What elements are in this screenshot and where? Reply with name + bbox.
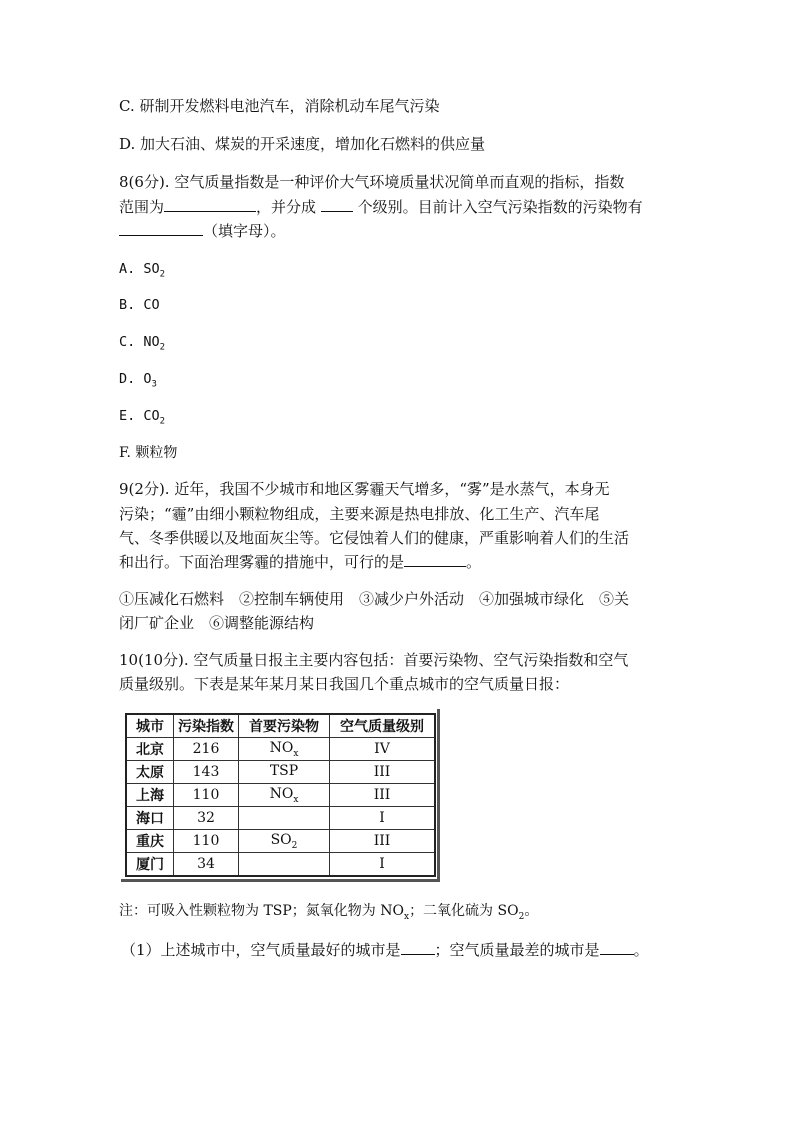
answer-blank-pollutants[interactable]	[119, 221, 203, 236]
answer-blank-worst-city[interactable]	[600, 940, 634, 955]
table-header-row	[126, 714, 435, 738]
table-row: 厦门 34 I	[126, 853, 435, 877]
header-level: 空气质量级别	[330, 714, 436, 738]
table-row: 北京 216 $NO_x$ IV	[126, 738, 435, 761]
q9-line-1: 9(2分). 近年，我国不少城市和地区雾霾天气增多，“雾”是水蒸气，本身无	[119, 480, 610, 498]
table-row: 太原 143 TSP III	[126, 761, 435, 784]
answer-blank-best-city[interactable]	[401, 940, 435, 955]
q8-option-b: B. CO	[119, 297, 160, 313]
table-row: 上海 110 $NO_x$ III	[126, 784, 435, 807]
q10-line-1: 10(10分). 空气质量日报主主要内容包括：首要污染物、空气污染指数和空气	[119, 651, 629, 669]
q10-sub-question-1: （1）上述城市中，空气质量最好的城市是 ；空气质量最差的城市是 。	[121, 941, 649, 959]
answer-blank-range[interactable]	[164, 197, 256, 212]
header-index: 污染指数	[174, 714, 239, 738]
q8-line-1: 8(6分). 空气质量指数是一种评价大气环境质量状况简单而直观的指标，指数	[119, 173, 625, 191]
option-c-text: C. 研制开发燃料电池汽车，消除机动车尾气污染	[119, 97, 440, 115]
table-row: 重庆 110 $SO_2$ III	[126, 830, 435, 853]
air-quality-table	[125, 713, 436, 877]
q9-choices-line-2: 闭厂矿企业 ⑥调整能源结构	[119, 614, 315, 632]
q8-option-d: D. $O_3$	[119, 371, 157, 390]
q8-option-c: C. $NO_2$	[119, 334, 166, 353]
q9-line-3: 气、冬季供暖以及地面灰尘等。它侵蚀着人们的健康，严重影响着人们的生活	[119, 529, 630, 547]
table-row: 海口 32 I	[126, 807, 435, 830]
q8-option-a: A. $SO_2$	[119, 261, 166, 280]
q9-choices-line-1: ①压减化石燃料 ②控制车辆使用 ③减少户外活动 ④加强城市绿化 ⑤关	[119, 590, 630, 608]
header-city: 城市	[126, 714, 174, 738]
q9-line-2: 污染；“霾”由细小颗粒物组成，主要来源是热电排放、化工生产、汽车尾	[119, 505, 600, 523]
q8-line-3: （填字母）。	[119, 221, 286, 241]
answer-blank-measures[interactable]	[404, 552, 466, 567]
q9-line-4: 和出行。下面治理雾霾的措施中，可行的是 。	[119, 553, 482, 571]
q8-option-e: E. $CO_2$	[119, 408, 166, 427]
q8-option-f: F. 颗粒物	[119, 445, 178, 461]
answer-blank-levels[interactable]	[321, 197, 353, 212]
header-pollutant: 首要污染物	[239, 714, 330, 738]
table-note: 注：可吸入性颗粒物为 TSP；氮氧化物为 $NO_x$；二氧化硫为 $SO_2$。	[119, 903, 539, 922]
q8-line-2: 范围为 ，并分成 个级别。目前计入空气污染指数的污染物有	[119, 198, 643, 216]
q10-line-2: 质量级别。下表是某年某月某日我国几个重点城市的空气质量日报：	[119, 675, 570, 693]
option-d-text: D. 加大石油、煤炭的开采速度，增加化石燃料的供应量	[119, 135, 486, 153]
